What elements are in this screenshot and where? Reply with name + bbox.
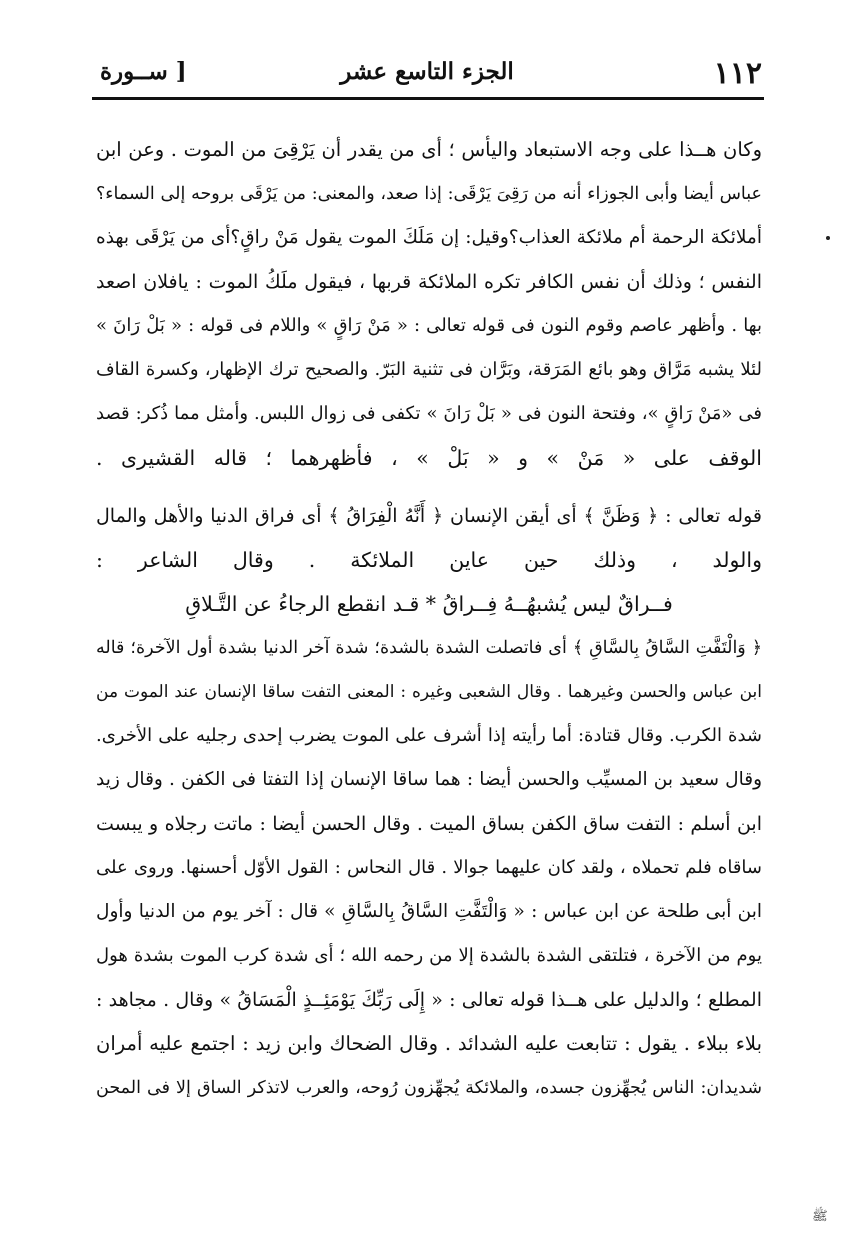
text-line: ابن عباس والحسن وغيرهما . وقال الشعبى وغيره : المعنى التفت ساقا الإنسان عند الموت من [96, 682, 762, 702]
text-line: بها . وأظهر عاصم وقوم النون فى قوله تعالى : « مَنْ رَاقٍ » واللام فى قوله : « بَلْ رَانَ » [96, 315, 762, 336]
paragraph-1 [96, 128, 762, 480]
text-line: يوم من الآخرة ، فتلتقى الشدة بالشدة إلا من رحمه الله ؛ أى شدة كرب الموت بشدة هول [96, 945, 762, 966]
poetry-verse: فــراقٌ ليس يُشبهُــهُ فِــراقُ * قـد انقطع الرجاءُ عن التَّـلاقِ [185, 592, 673, 616]
paragraph-gap [96, 480, 762, 494]
text-line: فى «مَنْ رَاقٍ »، وفتحة النون فى « بَلْ رَانَ » تكفى فى زوال اللبس. وأمثل مما ذُكر: قصد [96, 403, 762, 424]
text-line: شديدان: الناس يُجهِّزون جسده، والملائكة يُجهِّزون رُوحه، والعرب لاتذكر الساق إلا فى المحن [96, 1078, 762, 1098]
header-rule [92, 97, 764, 100]
text-line: الوقف على « مَنْ » و « بَلْ » ، فأظهرهما ؛ قاله القشيرى . [96, 446, 762, 470]
text-line: وكان هــذا على وجه الاستبعاد واليأس ؛ أى من يقدر أن يَرْقِىَ من الموت . وعن ابن [96, 138, 762, 161]
text-line: وقال سعيد بن المسيِّب والحسن أيضا : هما ساقا الإنسان إذا التفتا فى الكفن . وقال زيد [96, 769, 762, 790]
text-line: بلاء ببلاء . يقول : تتابعت عليه الشدائد . وقال الضحاك وابن زيد : اجتمع عليه أمران [96, 1032, 762, 1055]
paragraph-2 [96, 494, 762, 582]
text-line: أملائكة الرحمة أم ملائكة العذاب؟وقيل: إن مَلَكَ الموت يقول مَنْ راقٍ؟أى من يَرْقَى بهذه [96, 227, 762, 248]
page-body [96, 128, 762, 1110]
paragraph-3 [96, 626, 762, 1110]
page-number: ١١٢ [713, 56, 762, 91]
margin-mark [826, 236, 830, 240]
text-line: قوله تعالى : ﴿ وَظَنَّ ﴾ أى أيقن الإنسان ﴿ أَنَّهُ الْفِرَاقُ ﴾ أى فراق الدنيا والأهل والمال [96, 505, 762, 527]
text-line: والولد ، وذلك حين عاين الملائكة . وقال الشاعر : [96, 548, 762, 572]
text-line: ابن أسلم : التفت ساق الكفن بساق الميت . وقال الحسن أيضا : ماتت رجلاه و يبست [96, 813, 762, 835]
corner-mark: ﷺ [812, 1209, 828, 1224]
running-title: الجزء التاسع عشر [340, 58, 514, 85]
surah-label: [ ســورة [100, 58, 187, 85]
text-line: لئلا يشبه مَرَّاق وهو بائع المَرَقة، وبَرَّان فى تثنية البَرّ. والصحيح ترك الإظهار، وكسرة القاف [96, 359, 762, 380]
page-header [92, 52, 762, 96]
text-line: النفس ؛ وذلك أن نفس الكافر تكره الملائكة قربها ، فيقول ملَكُ الموت : يافلان اصعد [96, 271, 762, 293]
text-line: ابن أبى طلحة عن ابن عباس : « وَالْتَفَّتِ السَّاقُ بِالسَّاقِ » قال : آخر يوم من الدنيا وأول [96, 901, 762, 922]
text-line: المطلع ؛ والدليل على هــذا قوله تعالى : « إِلَى رَبِّكَ يَوْمَئِــذٍ الْمَسَاقُ » وقال . مجاهد : [96, 989, 762, 1011]
text-line: عباس أيضا وأبى الجوزاء أنه من رَقِىَ يَرْقَى: إذا صعد، والمعنى: من يَرْقَى بروحه إلى السماء؟ [96, 184, 762, 204]
text-line: شدة الكرب. وقال قتادة: أما رأيته إذا أشرف على الموت يضرب إحدى رجليه على الأخرى. [96, 725, 762, 746]
text-line: ﴿ وَالْتَفَّتِ السَّاقُ بِالسَّاقِ ﴾ أى فاتصلت الشدة بالشدة؛ شدة آخر الدنيا بشدة أول الآخرة؛ قاله [96, 638, 762, 658]
text-line: ساقاه فلم تحملاه ، ولقد كان عليهما جوالا . قال النحاس : القول الأوّل أحسنها. وروى على [96, 857, 762, 878]
